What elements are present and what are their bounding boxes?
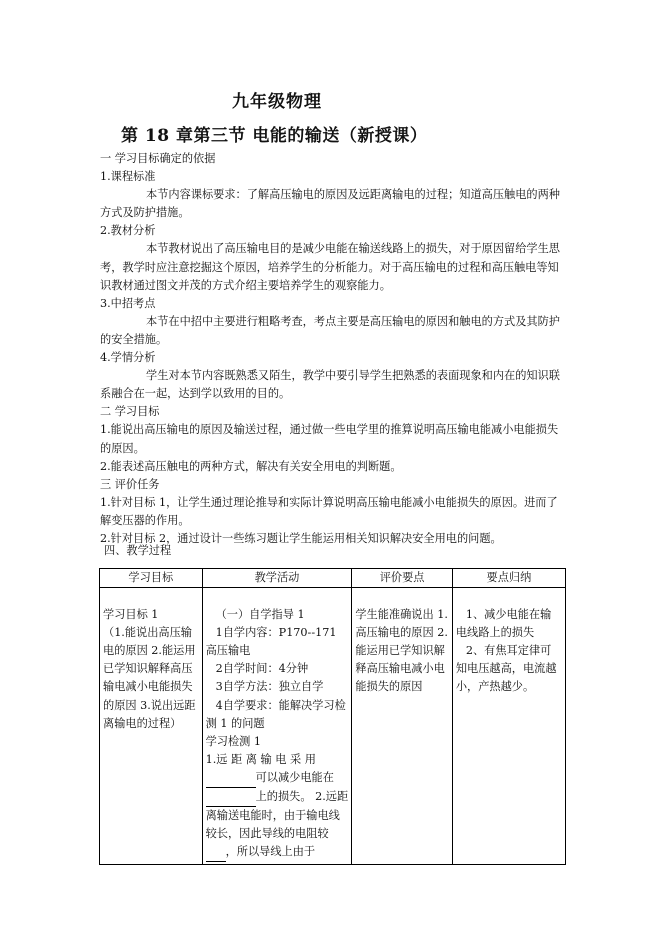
teaching-process-table	[99, 568, 566, 865]
header-evaluation-points: 评价要点	[352, 569, 453, 588]
lesson-title: 第 18 章第三节 电能的输送（新授课）	[121, 126, 428, 146]
table-row	[100, 588, 566, 865]
self-study-requirement: 4自学要求：能解决学习检测 1 的问题	[205, 698, 346, 730]
answer-blank-1[interactable]	[206, 769, 256, 788]
section-1-4-heading: 4.学情分析	[100, 351, 156, 365]
section-3-item-1: 1.针对目标 1，让学生通过理论推导和实际计算说明高压输电能减小电能损失的原因。进而了解变压器的作用。	[100, 495, 558, 527]
self-study-time: 2自学时间：4分钟	[215, 662, 309, 676]
summary-point-2: 2、有焦耳定律可知电压越高，电流越小，产热越少。	[455, 644, 557, 694]
section-1-4-text: 学生对本节内容既熟悉又陌生，教学中要引导学生把熟悉的表面现象和内在的知识联系融合在一起，达到学以致用的目的。	[100, 369, 560, 401]
question-1-part-b: 可以减少电能在	[255, 770, 334, 784]
summary-cell	[452, 588, 565, 865]
section-2-item-2: 2.能表述高压触电的两种方式，解决有关安全用电的判断题。	[100, 459, 402, 473]
header-key-summary: 要点归纳	[452, 569, 565, 588]
section-1-heading: 一 学习目标确定的依据	[100, 152, 216, 165]
section-2-heading: 二 学习目标	[100, 405, 160, 419]
self-study-guide: （一）自学指导 1	[215, 608, 305, 622]
grade-title: 九年级物理	[232, 92, 322, 112]
question-1-part-a: 1.远 距 离 输 电 采 用	[205, 752, 316, 766]
goal-text: （1.能说出高压输电的原因 2.能运用已学知识解释高压输电减小电能损失的原因 3.说出远距离输电的过程）	[103, 626, 196, 730]
answer-blank-3[interactable]	[206, 843, 226, 862]
question-2-part-a: 2.远距离输送电能时，由于输电线较长，因此导线的电阻较	[205, 790, 349, 841]
goal-cell	[100, 588, 203, 865]
section-1-1-text: 本节内容课标要求：了解高压输电的原因及远距离输电的过程；知道高压触电的两种方式及防护措施。	[100, 188, 560, 220]
question-2-part-b: ，所以导线上由于	[225, 845, 316, 859]
section-3-heading: 三 评价任务	[100, 477, 160, 491]
header-teaching-activity: 教学活动	[202, 569, 352, 588]
section-1-1-heading: 1.课程标准	[100, 170, 156, 184]
body-text	[100, 150, 568, 548]
check-title: 学习检测 1	[205, 734, 262, 748]
header-learning-goal: 学习目标	[100, 569, 203, 588]
section-1-2-heading: 2.教材分析	[100, 224, 156, 238]
section-1-2-text: 本节教材说出了高压输电目的是减少电能在输送线路上的损失，对于原因留给学生思考，教学时应注意挖掘这个原因，培养学生的分析能力。对于高压输电的过程和高压触电等知识教材通过图文并茂的方式介绍主要培养学生的观察能力。	[100, 242, 560, 292]
activity-cell	[202, 588, 352, 865]
question-1	[206, 751, 349, 863]
section-3-item-2: 2.针对目标 2，通过设计一些练习题让学生能运用相关知识解决安全用电的问题。	[100, 531, 502, 545]
section-1-3-heading: 3.中招考点	[100, 296, 156, 310]
evaluation-text: 学生能准确说出 1.高压输电的原因 2.能运用已学知识解释高压输电减小电能损失的原因	[355, 608, 448, 694]
self-study-content: 1自学内容：P170--171 高压输电	[205, 626, 337, 658]
table-header-row	[100, 569, 566, 588]
section-4-heading: 四、教学过程	[104, 544, 172, 557]
self-study-method: 3自学方法：独立自学	[215, 680, 324, 694]
section-2-item-1: 1.能说出高压输电的原因及输送过程，通过做一些电学里的推算说明高压输电能减小电能损失的原因。	[100, 423, 559, 455]
section-1-3-text: 本节在中招中主要进行粗略考查，考点主要是高压输电的原因和触电的方式及其防护的安全措施。	[100, 314, 560, 346]
goal-title: 学习目标 1	[103, 608, 159, 622]
question-1-part-c: 上的损失。	[255, 790, 312, 804]
evaluation-cell	[352, 588, 453, 865]
answer-blank-2[interactable]	[206, 788, 256, 807]
summary-point-1: 1、减少电能在输电线路上的损失	[455, 608, 552, 640]
